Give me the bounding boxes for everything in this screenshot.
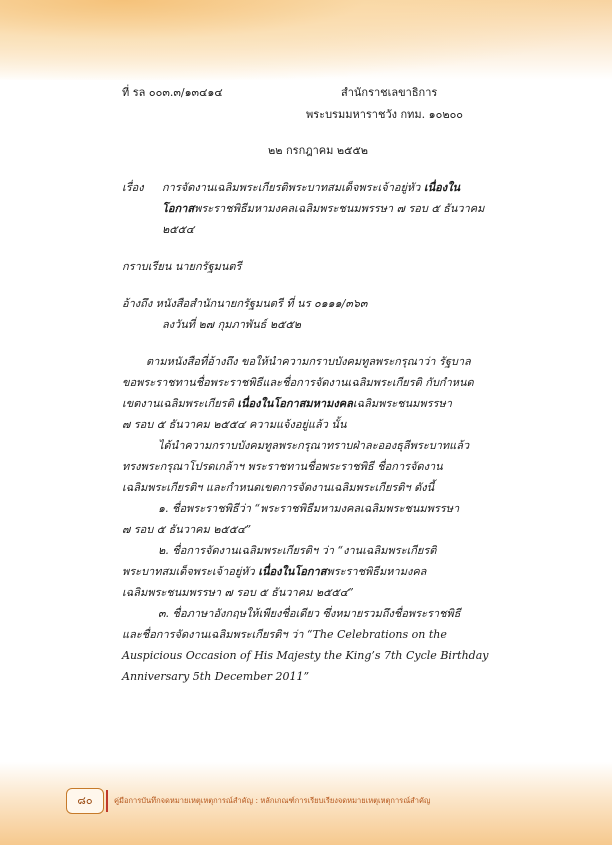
- body-emphasis: เนื่องในโอกาส: [258, 565, 327, 578]
- subject-line-2: [162, 202, 484, 216]
- list-item-2-line-1: ๒. ชื่อการจัดงานเฉลิมพระเกียรติฯ ว่า “งานเฉลิมพระเกียรติ: [158, 544, 437, 557]
- body-text: พระราชพิธีมหามงคล: [326, 565, 427, 578]
- reference-number: ที่ รล ๐๐๓.๓/๑๓๔๑๔: [122, 86, 223, 99]
- list-item-3-line-1: ๓. ชื่อภาษาอังกฤษให้เพียงชื่อเดียว ซึ่งหมายรวมถึงชื่อพระราชพิธี: [158, 607, 461, 620]
- office-address: พระบรมมหาราชวัง กทม. ๑๐๒๐๐: [306, 108, 464, 121]
- body-line: ตามหนังสือที่อ้างถึง ขอให้นำความกราบบังคมทูลพระกรุณาว่า รัฐบาล: [146, 355, 471, 368]
- subject-emphasis: เนื่องใน: [423, 181, 461, 194]
- body-line: ขอพระราชทานชื่อพระราชพิธีและชื่อการจัดงานเฉลิมพระเกียรติ กับกำหนด: [122, 376, 474, 389]
- list-item-3-line-2: และชื่อการจัดงานเฉลิมพระเกียรติฯ ว่า “The Celebrations on the: [122, 628, 447, 641]
- subject-line-1: [162, 181, 460, 195]
- body-line: ๗ รอบ ๕ ธันวาคม ๒๕๕๔ ความแจ้งอยู่แล้ว นั้น: [122, 418, 347, 431]
- subject-text: การจัดงานเฉลิมพระเกียรติพระบาทสมเด็จพระเจ้าอยู่หัว: [162, 181, 421, 194]
- body-text: เฉลิมพระชนมพรรษา: [352, 397, 452, 410]
- reference-line-1: อ้างถึง หนังสือสำนักนายกรัฐมนตรี ที่ นร ๐๑๑๑/๓๖๓: [122, 297, 368, 310]
- body-emphasis: เนื่องในโอกาสมหามงคล: [237, 397, 353, 410]
- body-line: ได้นำความกราบบังคมทูลพระกรุณาทราบฝ่าละอองธุลีพระบาทแล้ว: [158, 439, 470, 452]
- list-item-1-line-1: ๑. ชื่อพระราชพิธีว่า “พระราชพิธีมหามงคลเฉลิมพระชนมพรรษา: [158, 502, 460, 515]
- body-text: เขตงานเฉลิมพระเกียรติ: [122, 397, 238, 410]
- list-item-2-line-2: [122, 565, 426, 579]
- body-line: [122, 397, 452, 411]
- page-number: ๘๐: [66, 788, 104, 814]
- subject-emphasis: โอกาส: [162, 202, 195, 215]
- salutation: กราบเรียน นายกรัฐมนตรี: [122, 260, 242, 273]
- office-name: สำนักราชเลขาธิการ: [341, 86, 438, 99]
- body-text: พระบาทสมเด็จพระเจ้าอยู่หัว: [122, 565, 259, 578]
- header-decoration: [0, 0, 612, 80]
- subject-label: เรื่อง: [122, 181, 144, 194]
- list-item-1-line-2: ๗ รอบ ๕ ธันวาคม ๒๕๕๔”: [122, 523, 252, 536]
- letter-date: ๒๒ กรกฎาคม ๒๕๕๒: [268, 144, 369, 157]
- list-item-3-line-3: Auspicious Occasion of His Majesty the King’s 7th Cycle Birthday: [122, 649, 489, 662]
- subject-text: พระราชพิธีมหามงคลเฉลิมพระชนมพรรษา ๗ รอบ ๕ ธันวาคม: [194, 202, 485, 215]
- reference-line-2: ลงวันที่ ๒๗ กุมภาพันธ์ ๒๕๕๒: [162, 318, 302, 331]
- list-item-3-line-4: Anniversary 5th December 2011”: [122, 670, 310, 683]
- footer-title: คู่มือการบันทึกจดหมายเหตุเหตุการณ์สำคัญ : หลักเกณฑ์การเรียบเรียงจดหมายเหตุเหตุการณ์สำคัญ: [114, 796, 431, 805]
- body-line: เฉลิมพระเกียรติฯ และกำหนดเขตการจัดงานเฉลิมพระเกียรติฯ ดังนี้: [122, 481, 435, 494]
- body-line: ทรงพระกรุณาโปรดเกล้าฯ พระราชทานชื่อพระราชพิธี ชื่อการจัดงาน: [122, 460, 443, 473]
- footer-divider: [106, 790, 108, 812]
- subject-line-3: ๒๕๕๔: [162, 223, 195, 236]
- list-item-2-line-3: เฉลิมพระชนมพรรษา ๗ รอบ ๕ ธันวาคม ๒๕๕๔”: [122, 586, 354, 599]
